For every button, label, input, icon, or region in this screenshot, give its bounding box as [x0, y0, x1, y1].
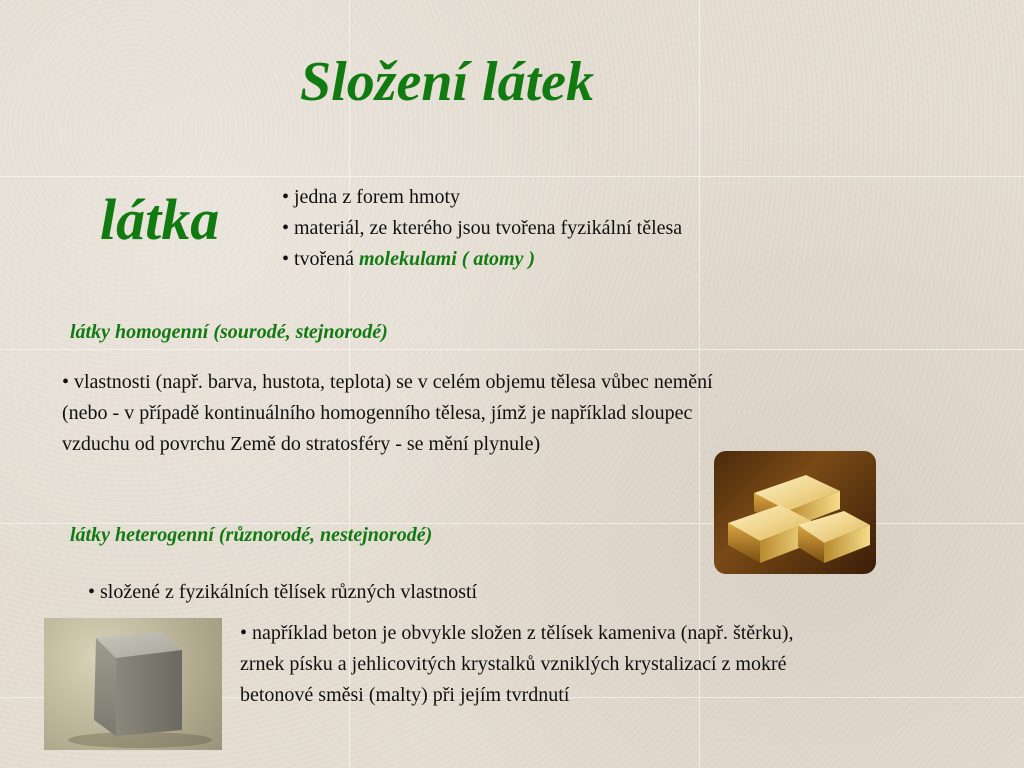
definition-prefix: • tvořená	[282, 248, 359, 270]
text-line: vzduchu od povrchu Země do stratosféry - se mění plynule)	[62, 433, 541, 455]
definition-bullet: • jedna z forem hmoty	[282, 186, 461, 208]
stone-cube-icon	[44, 618, 222, 750]
text-line: zrnek písku a jehlicovitých krystalků vzniklých krystalizací z mokré	[240, 653, 787, 675]
main-term: látka	[100, 187, 220, 252]
stone-cube-image	[44, 618, 222, 750]
definition-bullet	[282, 244, 682, 275]
text-line: • vlastnosti (např. barva, hustota, teplota) se v celém objemu tělesa vůbec nemění	[62, 371, 713, 393]
gold-bars-icon	[714, 451, 876, 574]
homogeneous-heading: látky homogenní (sourodé, stejnorodé)	[70, 321, 388, 343]
grid-line	[0, 349, 1024, 350]
heterogeneous-example	[240, 618, 794, 711]
text-line: • například beton je obvykle složen z tělísek kameniva (např. štěrku),	[240, 622, 794, 644]
definition-highlight: molekulami ( atomy )	[358, 248, 536, 270]
text-line: (nebo - v případě kontinuálního homogenního tělesa, jímž je například sloupec	[62, 402, 693, 424]
text-line: betonové směsi (malty) při jejím tvrdnutí	[240, 684, 570, 706]
definition-bullet: • materiál, ze kterého jsou tvořena fyzikální tělesa	[282, 217, 683, 239]
heterogeneous-bullet	[88, 577, 477, 608]
grid-line	[0, 176, 1024, 177]
heterogeneous-heading: látky heterogenní (různorodé, nestejnorodé)	[70, 524, 433, 546]
gold-bars-image	[714, 451, 876, 574]
homogeneous-text	[62, 367, 713, 460]
text-line: • složené z fyzikálních tělísek různých vlastností	[88, 581, 478, 603]
page-title: Složení látek	[300, 51, 595, 113]
definition-list	[282, 182, 682, 275]
